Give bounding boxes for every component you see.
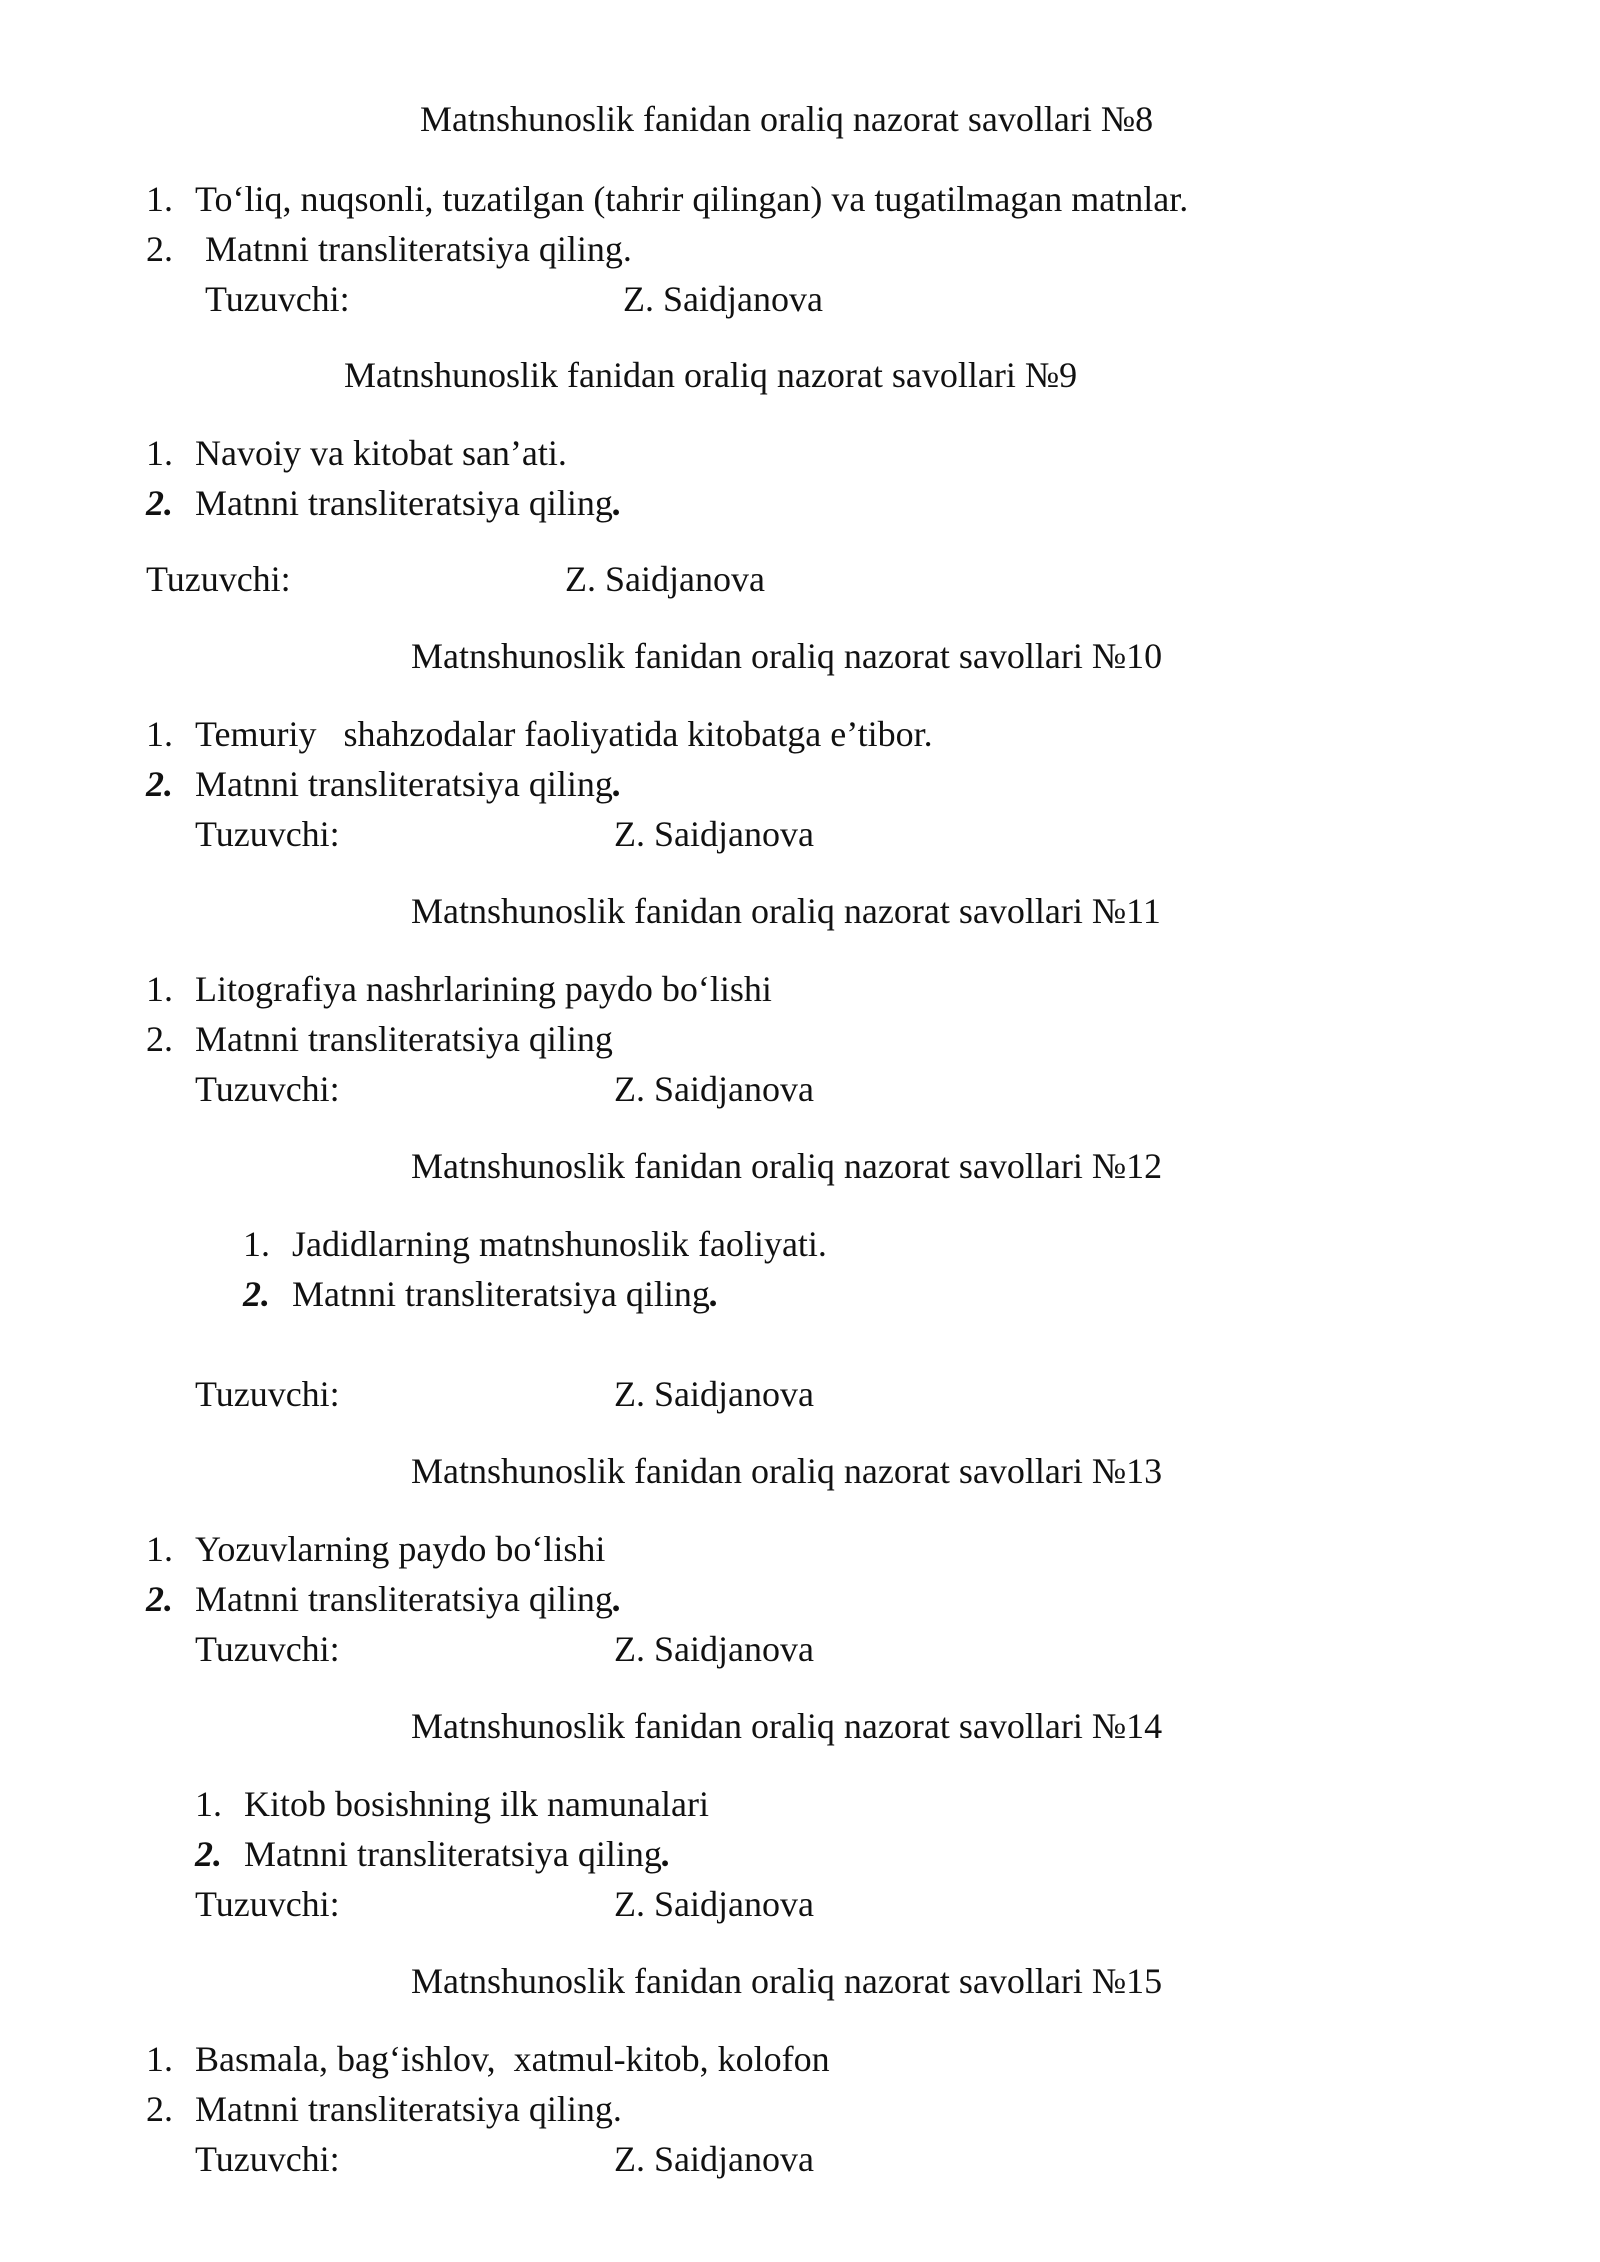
question-text: Matnni transliteratsiya qiling.	[195, 2089, 622, 2129]
compiler-name: Z. Saidjanova	[614, 814, 814, 854]
question-text-main: Matnni transliteratsiya qiling	[244, 1834, 662, 1874]
section-title: Matnshunoslik fanidan oraliq nazorat savollari №10	[411, 636, 1163, 676]
item-number: 1.	[146, 179, 173, 219]
item-number: 2.	[243, 1274, 270, 1314]
question-text: Basmala, bag‘ishlov, xatmul-kitob, kolofon	[195, 2039, 830, 2079]
compiler-name: Z. Saidjanova	[623, 279, 823, 319]
item-number: 2.	[146, 1019, 173, 1059]
compiler-name: Z. Saidjanova	[614, 2139, 814, 2179]
question-text: Jadidlarning matnshunoslik faoliyati.	[292, 1224, 827, 1264]
question-text	[195, 1581, 622, 1617]
question-text-main: Matnni transliteratsiya qiling	[195, 764, 613, 804]
compiler-label: Tuzuvchi:	[205, 279, 350, 319]
item-number: 1.	[146, 714, 173, 754]
question-text: Matnni transliteratsiya qiling.	[205, 229, 632, 269]
question-text	[244, 1836, 671, 1872]
section-title: Matnshunoslik fanidan oraliq nazorat savollari №15	[411, 1961, 1163, 2001]
compiler-label: Tuzuvchi:	[195, 814, 340, 854]
compiler-name: Z. Saidjanova	[614, 1069, 814, 1109]
compiler-label: Tuzuvchi:	[146, 559, 291, 599]
item-number: 2.	[146, 229, 173, 269]
question-text: Temuriy shahzodalar faoliyatida kitobatga e’tibor.	[195, 714, 933, 754]
question-text-period: .	[612, 764, 622, 804]
question-text	[292, 1276, 719, 1312]
question-text	[195, 485, 622, 521]
item-number: 2.	[146, 2089, 173, 2129]
section-title: Matnshunoslik fanidan oraliq nazorat savollari №8	[420, 99, 1154, 139]
compiler-name: Z. Saidjanova	[614, 1374, 814, 1414]
item-number: 1.	[146, 1529, 173, 1569]
question-text-main: Matnni transliteratsiya qiling	[292, 1274, 710, 1314]
question-text-period: .	[612, 483, 622, 523]
item-number: 1.	[243, 1224, 270, 1264]
question-text: To‘liq, nuqsonli, tuzatilgan (tahrir qilingan) va tugatilmagan matnlar.	[195, 179, 1189, 219]
question-text: Yozuvlarning paydo bo‘lishi	[195, 1529, 606, 1569]
item-number: 2.	[195, 1834, 222, 1874]
compiler-name: Z. Saidjanova	[614, 1884, 814, 1924]
item-number: 1.	[146, 2039, 173, 2079]
section-title: Matnshunoslik fanidan oraliq nazorat savollari №11	[411, 891, 1161, 931]
question-text	[195, 766, 622, 802]
item-number: 2.	[146, 483, 173, 523]
question-text: Matnni transliteratsiya qiling	[195, 1019, 613, 1059]
compiler-label: Tuzuvchi:	[195, 1069, 340, 1109]
section-title: Matnshunoslik fanidan oraliq nazorat savollari №14	[411, 1706, 1163, 1746]
question-text-main: Matnni transliteratsiya qiling	[195, 1579, 613, 1619]
compiler-label: Tuzuvchi:	[195, 1884, 340, 1924]
item-number: 2.	[146, 764, 173, 804]
question-text-period: .	[709, 1274, 719, 1314]
question-text-period: .	[612, 1579, 622, 1619]
question-text: Litografiya nashrlarining paydo bo‘lishi	[195, 969, 772, 1009]
compiler-name: Z. Saidjanova	[614, 1629, 814, 1669]
compiler-name: Z. Saidjanova	[565, 559, 765, 599]
item-number: 1.	[195, 1784, 222, 1824]
compiler-label: Tuzuvchi:	[195, 2139, 340, 2179]
compiler-label: Tuzuvchi:	[195, 1374, 340, 1414]
section-title: Matnshunoslik fanidan oraliq nazorat savollari №13	[411, 1451, 1163, 1491]
section-title: Matnshunoslik fanidan oraliq nazorat savollari №9	[344, 355, 1078, 395]
item-number: 2.	[146, 1579, 173, 1619]
item-number: 1.	[146, 969, 173, 1009]
question-text: Kitob bosishning ilk namunalari	[244, 1784, 709, 1824]
item-number: 1.	[146, 433, 173, 473]
question-text-main: Matnni transliteratsiya qiling	[195, 483, 613, 523]
question-text-period: .	[661, 1834, 671, 1874]
question-text: Navoiy va kitobat san’ati.	[195, 433, 567, 473]
compiler-label: Tuzuvchi:	[195, 1629, 340, 1669]
section-title: Matnshunoslik fanidan oraliq nazorat savollari №12	[411, 1146, 1163, 1186]
